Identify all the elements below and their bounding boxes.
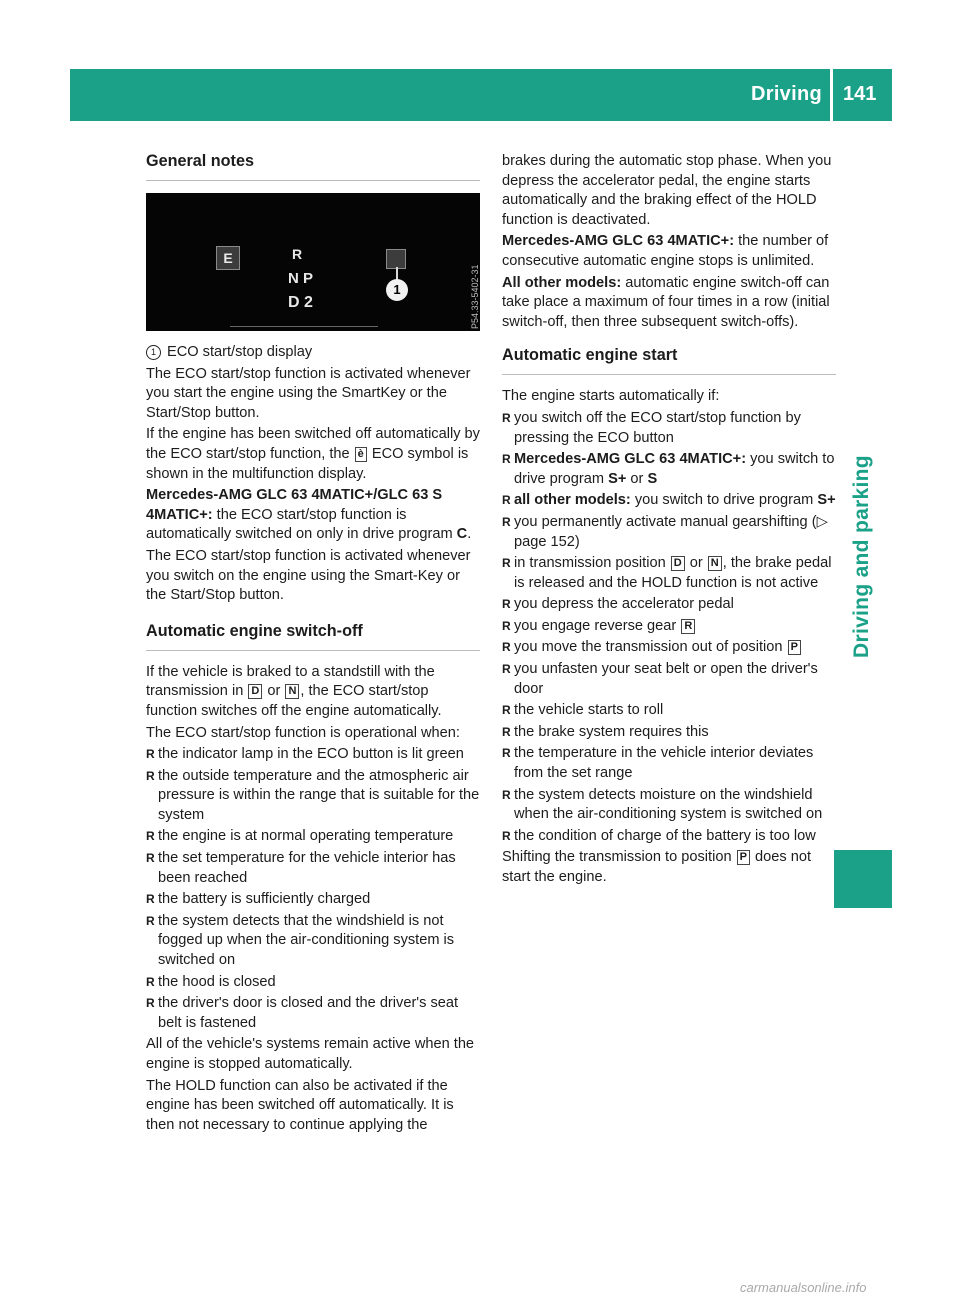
list-item [502,554,836,593]
eco-display-figure [146,193,480,331]
watermark: carmanualsonline.info [740,1280,867,1295]
paragraph [146,663,480,722]
list-item: R the vehicle starts to roll [502,701,836,721]
right-column [502,152,836,890]
list-item: R you switch off the ECO start/stop function by pressing the ECO button [502,409,836,448]
paragraph: The ECO start/stop function is activated whenever you switch on the engine using the Smart-Key or the Start/Stop button. [146,547,471,604]
page-number: 141 [843,83,877,105]
gear-p-icon: P [737,850,750,865]
list-item: R the brake system requires this [502,723,836,743]
paragraph: The ECO start/stop function is operational when: [146,724,460,741]
gear-d2-label: D 2 [288,294,313,311]
list-item: R the engine is at normal operating temperature [146,827,480,847]
left-column [146,150,480,1137]
page-header [70,69,892,121]
spacer [146,608,480,620]
list-item [502,617,836,637]
text: you switch to drive program [514,451,835,487]
gear-n-icon: N [708,556,722,571]
gear-n-icon: N [285,684,299,699]
list-item: R the set temperature for the vehicle interior has been reached [146,849,480,888]
text: you switch to drive program [630,492,818,509]
list-item: R the condition of charge of the battery is too low [502,827,836,847]
gear-np-label: N P [288,270,314,287]
list-item: R the hood is closed [146,973,480,993]
text: in transmission position [514,555,670,572]
text: , the ECO start/stop function switches off the engine automatically. [146,683,442,719]
list-item: R you depress the accelerator pedal [502,595,836,615]
list-item: R the indicator lamp in the ECO button is lit green [146,745,480,765]
side-tab-block [834,850,892,908]
text: you move the transmission out of position [514,639,787,656]
text: automatic engine switch-off can take place a maximum of four times in a row (initial switch-off, then three subsequent switch-offs). [502,274,830,330]
callout-marker-1: 1 [386,279,408,301]
gear-d-icon: D [248,684,262,699]
text: the ECO start/stop function is automatically switched on only in drive program [146,506,457,543]
drive-program-s-plus: S+ [817,492,836,509]
chapter-title: Driving [751,83,822,105]
start-condition-list [502,409,836,846]
list-item [502,513,836,552]
text: or [626,470,648,487]
text: , the brake pedal is released and the HOLD function is not active [514,555,832,591]
side-tab [834,268,892,816]
model-label: All other models: [502,274,622,291]
model-label: Mercedes-AMG GLC 63 4MATIC+/GLC 63 S 4MATIC+: [146,487,443,523]
drive-program-s-plus: S+ [608,470,627,487]
text: . [467,526,472,543]
paragraph [502,848,836,887]
gear-d-icon: D [671,556,685,571]
list-item: R the outside temperature and the atmospheric air pressure is within the range that is suitable for the system [146,767,480,826]
text: ECO symbol is shown in the multifunction display. [146,445,469,482]
drive-program-c: C [456,526,468,543]
gear-r-label: R [292,246,303,262]
section-switch-off-title: Automatic engine switch-off [146,620,480,651]
text: If the vehicle is braked to a standstill with the transmission in [146,663,435,700]
list-item: R the system detects that the windshield is not fogged up when the air-conditioning system is switched on [146,912,480,971]
list-item [502,450,836,489]
paragraph [146,425,480,484]
paragraph: The engine starts automatically if: [502,388,720,405]
text: Shifting the transmission to position [502,849,736,866]
list-item: R the battery is sufficiently charged [146,890,480,910]
list-item: R the system detects moisture on the windshield when the air-conditioning system is switched on [502,786,836,825]
text: or [263,683,285,700]
page-reference-link[interactable]: ▷ page 152 [514,513,828,550]
eco-symbol-icon [386,249,406,269]
spacer [502,334,836,344]
gear-r-icon: R [681,619,695,634]
text: or [685,555,707,572]
paragraph [146,486,480,545]
caption-number-icon: 1 [146,345,161,360]
list-item: R you unfasten your seat belt or open the driver's door [502,660,836,699]
paragraph: brakes during the automatic stop phase. When you depress the accelerator pedal, the engine starts automatically and the braking effect of the HOLD function is deactivated. [502,153,832,228]
side-tab-label: Driving and parking [850,455,873,658]
figure-caption [146,343,480,363]
drive-program-s: S [647,470,658,487]
eco-e-indicator: E [216,246,240,270]
caption-text: ECO start/stop display [167,344,313,360]
display-baseline [230,326,378,327]
condition-list [146,745,480,1033]
paragraph: All of the vehicle's systems remain active when the engine is stopped automatically. [146,1036,475,1072]
list-item [502,491,836,511]
eco-symbol-icon: è [355,447,367,462]
paragraph [502,274,836,333]
model-label: all other models: [514,492,631,509]
text: If the engine has been switched off automatically by the ECO start/stop function, the [146,426,480,462]
model-label: Mercedes-AMG GLC 63 4MATIC+: [502,233,735,250]
text: the number of consecutive automatic engine stops is unlimited. [502,233,829,269]
paragraph [502,232,836,271]
text: you permanently activate manual gearshifting ( [514,513,817,530]
list-item [502,638,836,658]
gear-p-icon: P [788,640,801,655]
model-label: Mercedes-AMG GLC 63 4MATIC+: [514,451,747,468]
image-code: P54.33-5402-31 [470,264,480,329]
list-item: R the driver's door is closed and the driver's seat belt is fastened [146,994,480,1033]
text: ) [574,533,580,550]
section-general-notes-title: General notes [146,150,480,181]
header-divider [830,69,833,121]
paragraph: The ECO start/stop function is activated whenever you start the engine using the SmartKey or the Start/Stop button. [146,365,471,421]
text: does not start the engine. [502,849,812,885]
text: you engage reverse gear [514,617,681,634]
paragraph: The HOLD function can also be activated if the engine has been switched off automatically. It is then not necessary to continue applying the [146,1077,454,1133]
list-item: R the temperature in the vehicle interior deviates from the set range [502,744,836,783]
section-engine-start-title: Automatic engine start [502,344,836,375]
